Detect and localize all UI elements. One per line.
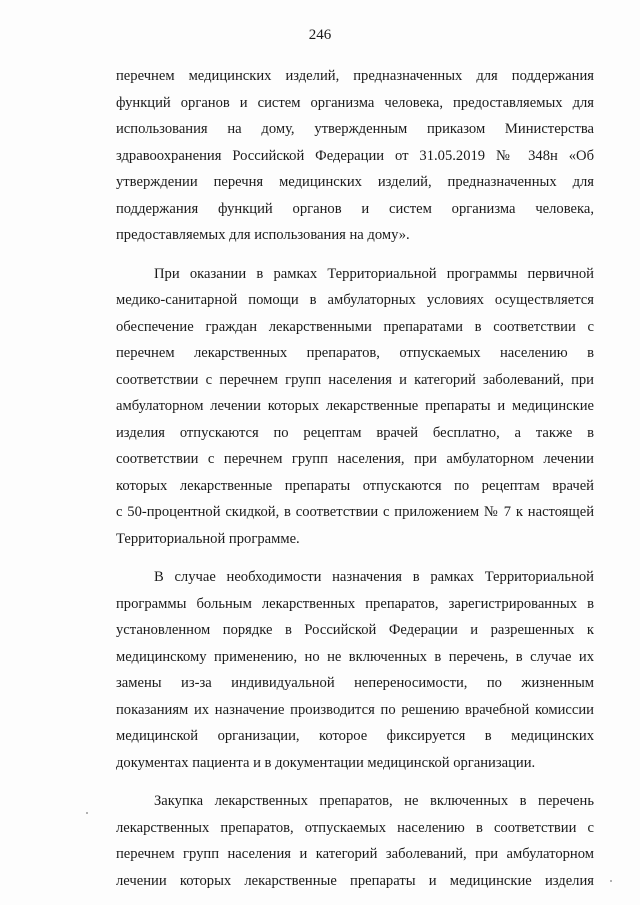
paragraph-line: замены из-за индивидуальной непереносимости, по жизненным <box>116 675 594 691</box>
paragraph-line: функций органов и систем организма человека, предоставляемых для <box>116 94 594 111</box>
paragraph-line: При оказании в рамках Территориальной программы первичной <box>154 265 594 282</box>
paragraph-4 <box>116 788 594 894</box>
paragraph-line: использования на дому, утвержденным приказом Министерства <box>116 121 594 137</box>
paragraph-line: показаниям их назначение производится по решению врачебной комиссии <box>116 701 594 718</box>
paragraph-line: перечнем лекарственных препаратов, отпускаемых населению в <box>116 345 594 361</box>
page-number: 246 <box>308 27 332 43</box>
paragraph-line: Территориальной программе. <box>116 530 300 547</box>
paragraph-3 <box>116 564 594 776</box>
paragraph-line: утверждении перечня медицинских изделий, предназначенных для <box>116 174 594 190</box>
document-body <box>116 63 594 894</box>
paragraph-line: перечнем групп населения и категорий заболеваний, при амбулаторном <box>116 846 594 862</box>
paragraph-line: здравоохранения Российской Федерации от 31.05.2019 № 348н «Об <box>116 147 594 164</box>
scan-speck <box>86 812 88 814</box>
paragraph-line: медико-санитарной помощи в амбулаторных условиях осуществляется <box>116 292 594 308</box>
paragraph-line: установленном порядке в Российской Федерации и разрешенных к <box>116 622 594 638</box>
paragraph-line: поддержания функций органов и систем организма человека, <box>116 200 594 217</box>
paragraph-line: программы больным лекарственных препаратов, зарегистрированных в <box>116 595 594 612</box>
paragraph-line: обеспечение граждан лекарственными препаратами в соответствии с <box>116 318 594 335</box>
paragraph-line: которых лекарственные препараты отпускаются по рецептам врачей <box>116 477 594 494</box>
paragraph-line: медицинской организации, которое фиксируется в медицинских <box>116 728 594 744</box>
paragraph-line: медицинскому применению, но не включенных в перечень, в случае их <box>116 648 594 665</box>
paragraph-line: лекарственных препаратов, отпускаемых населению в соответствии с <box>116 819 594 836</box>
paragraph-line: перечнем медицинских изделий, предназначенных для поддержания <box>116 68 594 84</box>
paragraph-1 <box>116 63 594 249</box>
paragraph-line: Закупка лекарственных препаратов, не включенных в перечень <box>154 793 594 809</box>
scan-speck <box>610 880 612 882</box>
paragraph-line: В случае необходимости назначения в рамках Территориальной <box>154 569 594 585</box>
paragraph-line: документах пациента и в документации медицинской организации. <box>116 754 536 771</box>
paragraph-line: с 50-процентной скидкой, в соответствии с приложением № 7 к настоящей <box>116 504 594 520</box>
paragraph-line: предоставляемых для использования на дому». <box>116 227 410 243</box>
paragraph-line: соответствии с перечнем групп населения, при амбулаторном лечении <box>116 451 594 467</box>
paragraph-line: амбулаторном лечении которых лекарственные препараты и медицинские <box>116 398 594 414</box>
paragraph-line: изделия отпускаются по рецептам врачей бесплатно, а также в <box>116 424 594 441</box>
paragraph-line: лечении которых лекарственные препараты и медицинские изделия <box>116 872 594 889</box>
paragraph-2 <box>116 261 594 553</box>
paragraph-line: соответствии с перечнем групп населения и категорий заболеваний, при <box>116 371 594 388</box>
